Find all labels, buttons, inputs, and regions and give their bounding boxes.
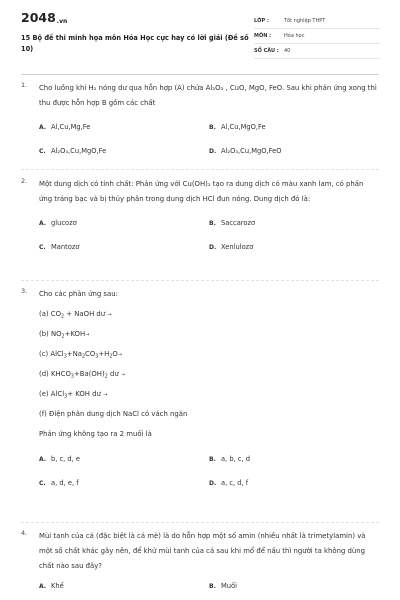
- question-number: 4.: [21, 529, 28, 537]
- meta-class-row: [254, 14, 380, 29]
- option-a[interactable]: A. Khế: [39, 582, 64, 590]
- meta-key: SỐ CÂU :: [254, 48, 279, 54]
- question-divider: [21, 522, 379, 523]
- question-1: [21, 81, 377, 163]
- question-divider: [21, 280, 379, 281]
- question-2: [21, 177, 377, 259]
- meta-key: LỚP :: [254, 18, 269, 24]
- option-c[interactable]: C. a, d, e, f: [39, 479, 79, 487]
- option-a[interactable]: A. b, c, d, e: [39, 455, 81, 463]
- option-grid: [39, 211, 377, 259]
- document-title: 15 Bộ đề thi minh họa môn Hóa Học cực hay có lời giải (Đề số 10): [21, 34, 249, 53]
- question-3: [21, 287, 377, 495]
- option-b[interactable]: B. Al,Cu,MgO,Fe: [209, 123, 266, 131]
- question-4: [21, 529, 377, 598]
- meta-value: 40: [284, 48, 291, 54]
- question-stem: Cho luồng khí H₂ nóng dư qua hỗn hợp (A) chứa Al₂O₃ , CuO, MgO, FeO. Sau khi phản ứng xong thì thu được hỗn hợp B gồm các chất: [39, 84, 377, 107]
- meta-value: Tốt nghiệp THPT: [284, 18, 326, 24]
- reaction-e: (e) AlCl$_3$+ KOH dư →: [39, 390, 108, 400]
- option-b[interactable]: B. Saccarozơ: [209, 219, 256, 227]
- reaction-d: (d) $KHCO_3+Ba(OH)_2$ dư →: [39, 370, 126, 380]
- question-stem: Một dung dịch có tính chất: Phản ứng với Cu(OH)₂ tạo ra dung dịch có màu xanh lam, có phản ứng tráng bạc và bị thủy phân trong dung dịch HCl đun nóng. Dung dịch đó là:: [39, 180, 364, 203]
- reaction-f: (f) Điện phân dung dịch NaCl có vách ngăn: [39, 410, 188, 418]
- meta-key: MÔN :: [254, 33, 272, 39]
- option-d[interactable]: D. a, c, d, f: [209, 479, 249, 487]
- question-divider: [21, 169, 379, 170]
- exam-meta: [254, 14, 380, 59]
- meta-value: Hóa học: [284, 33, 305, 39]
- option-d[interactable]: D. Al₂O₃,Cu,MgO,FeO: [209, 147, 282, 155]
- meta-count-row: [254, 44, 380, 59]
- option-a[interactable]: A. Al,Cu,Mg,Fe: [39, 123, 91, 131]
- reaction-c: (c) $AlCl_3+Na_2CO_3+H_2O\to$: [39, 350, 123, 360]
- option-grid: [39, 115, 377, 163]
- site-logo[interactable]: 2048.vn: [21, 10, 68, 25]
- question-number: 2.: [21, 177, 28, 185]
- meta-subject-row: [254, 29, 380, 44]
- option-grid: [39, 574, 377, 598]
- option-b[interactable]: B. a, b, c, d: [209, 455, 251, 463]
- reaction-b: (b) $NO_2+KOH\to$: [39, 330, 90, 340]
- question-stem: Cho các phản ứng sau:: [39, 290, 118, 298]
- option-a[interactable]: A. glucozơ: [39, 219, 77, 227]
- header-divider: [21, 74, 379, 75]
- question-stem: Mùi tanh của cá (đặc biệt là cá mè) là do hỗn hợp một số amin (nhiều nhất là trimetylamin) và một số chất khác gây nên, để khử mùi tanh của cá sau khi mổ để nấu thì người ta không dùng chất nào sau đây?: [39, 532, 366, 570]
- option-c[interactable]: C. Al₂O₃,Cu,MgO,Fe: [39, 147, 107, 155]
- question-number: 3.: [21, 287, 28, 295]
- question-prompt: Phản ứng không tạo ra 2 muối là: [39, 430, 152, 438]
- option-b[interactable]: B. Muối: [209, 582, 237, 590]
- option-d[interactable]: D. Xenlulozơ: [209, 243, 254, 251]
- reaction-a: (a) $CO_2$ + NaOH dư →: [39, 310, 112, 320]
- option-c[interactable]: C. Mantozơ: [39, 243, 80, 251]
- option-grid: [39, 447, 377, 495]
- question-number: 1.: [21, 81, 28, 89]
